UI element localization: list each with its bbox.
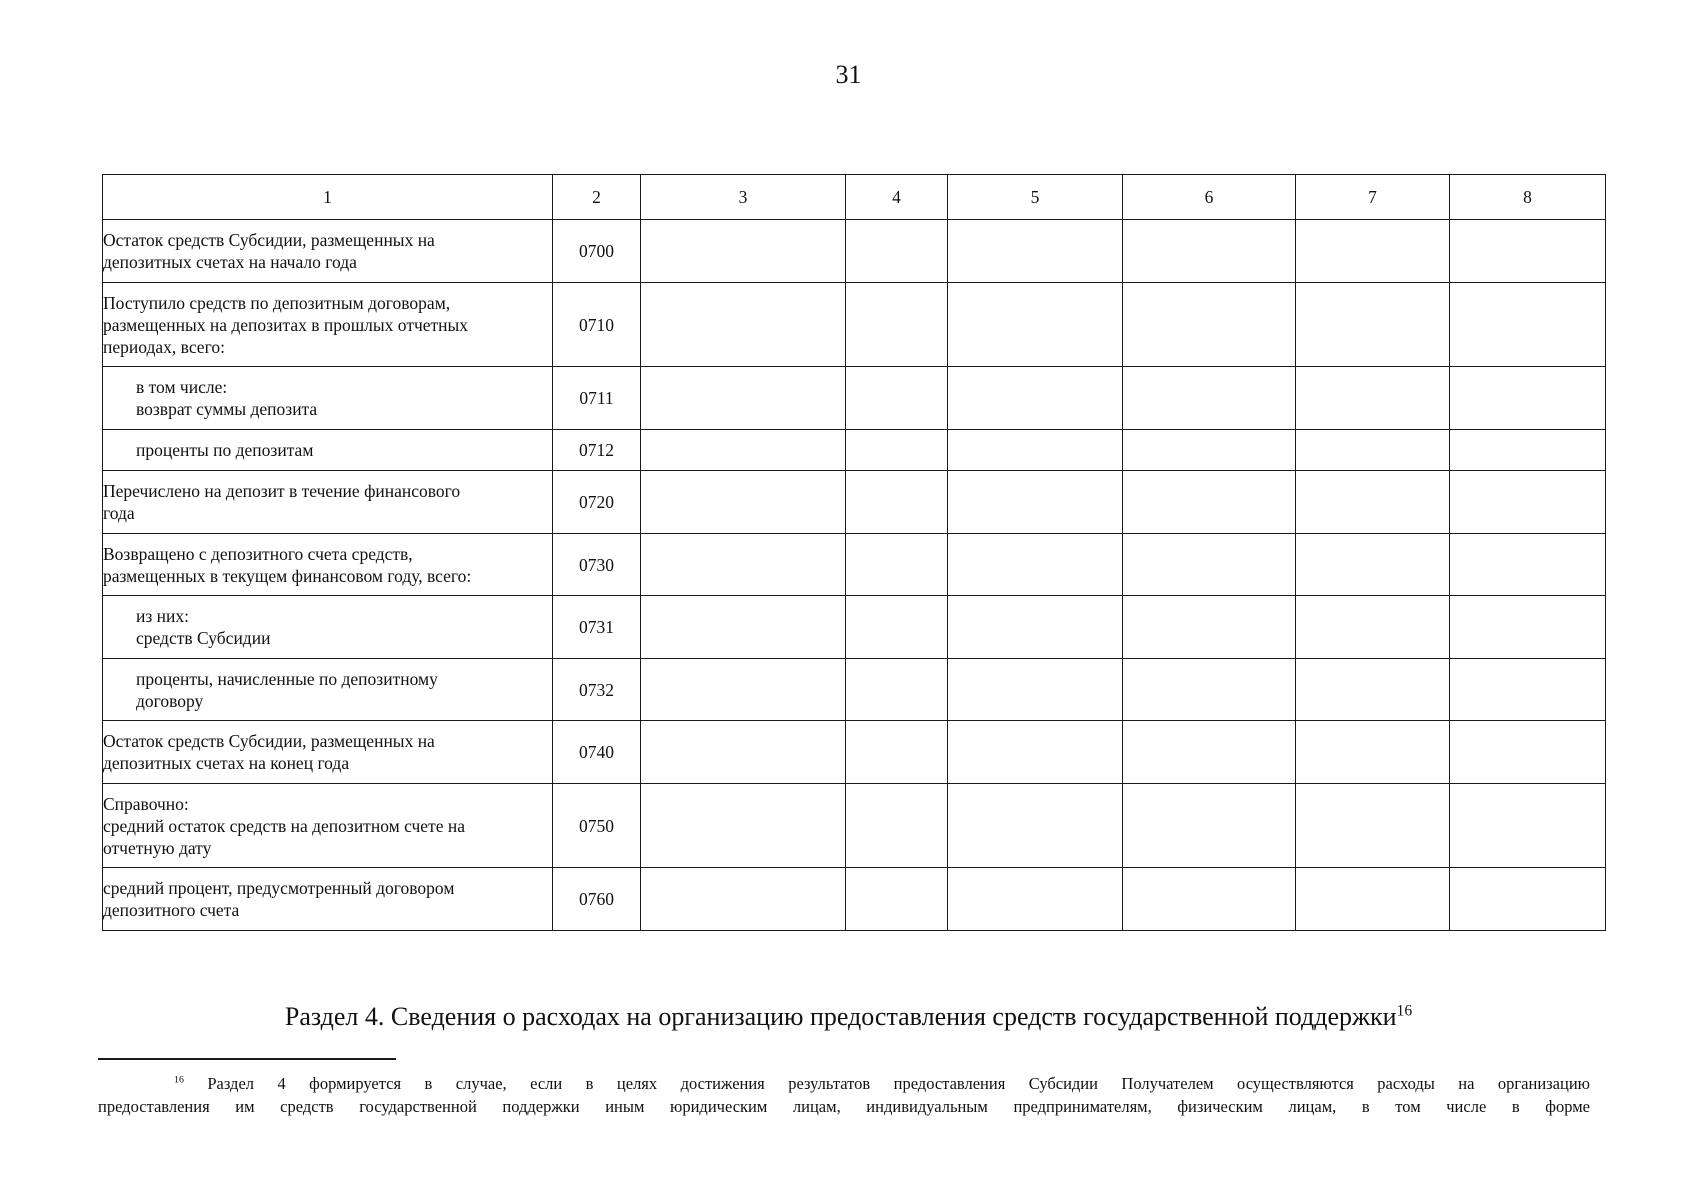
value-cell-col-8 <box>1450 471 1606 534</box>
value-cell-col-6 <box>1123 430 1296 471</box>
row-label-line: Перечислено на депозит в течение финансового <box>103 481 461 501</box>
value-cell-col-8 <box>1450 596 1606 659</box>
value-cell-col-8 <box>1450 659 1606 721</box>
value-cell-col-3 <box>641 868 846 931</box>
row-label-line: размещенных в текущем финансовом году, всего: <box>103 565 472 586</box>
value-cell-col-8 <box>1450 784 1606 868</box>
value-cell-col-7 <box>1296 367 1450 430</box>
column-header-1: 1 <box>103 175 553 220</box>
value-cell-col-4 <box>846 721 948 784</box>
section-footnote-ref: 16 <box>1396 1002 1413 1020</box>
row-code: 0732 <box>553 659 641 721</box>
value-cell-col-6 <box>1123 868 1296 931</box>
value-cell-col-3 <box>641 534 846 596</box>
value-cell-col-7 <box>1296 220 1450 283</box>
row-label <box>103 534 553 596</box>
footnote-line: предоставления им средств государственной поддержки иным юридическим лицам, индивидуальным предпринимателям, физическим лицам, в том числе в форме <box>98 1097 1590 1116</box>
value-cell-col-5 <box>948 430 1123 471</box>
row-label-line: проценты по депозитам <box>136 440 314 460</box>
footnote-line <box>98 1072 1590 1095</box>
table-row <box>103 430 1606 471</box>
row-code: 0730 <box>553 534 641 596</box>
table-row <box>103 784 1606 868</box>
value-cell-col-5 <box>948 721 1123 784</box>
value-cell-col-3 <box>641 784 846 868</box>
table-row <box>103 659 1606 721</box>
row-label-line: договору <box>136 690 204 711</box>
value-cell-col-4 <box>846 784 948 868</box>
value-cell-col-6 <box>1123 596 1296 659</box>
row-label-line: средний остаток средств на депозитном счете на <box>103 815 465 836</box>
table-header-row <box>103 175 1606 220</box>
value-cell-col-3 <box>641 220 846 283</box>
value-cell-col-8 <box>1450 868 1606 931</box>
footnote <box>98 1072 1590 1118</box>
value-cell-col-7 <box>1296 534 1450 596</box>
row-code: 0700 <box>553 220 641 283</box>
value-cell-col-6 <box>1123 784 1296 868</box>
row-label-line: отчетную дату <box>103 837 212 858</box>
value-cell-col-3 <box>641 721 846 784</box>
value-cell-col-7 <box>1296 596 1450 659</box>
row-label <box>103 283 553 367</box>
value-cell-col-4 <box>846 367 948 430</box>
table-row <box>103 220 1606 283</box>
row-label-line: депозитного счета <box>103 900 240 920</box>
table-row <box>103 868 1606 931</box>
value-cell-col-5 <box>948 534 1123 596</box>
table-row <box>103 471 1606 534</box>
row-label-line: Справочно: <box>103 793 189 814</box>
row-label <box>103 659 553 721</box>
row-label-line: средний процент, предусмотренный договором <box>103 878 455 898</box>
section-title <box>0 1002 1697 1032</box>
value-cell-col-8 <box>1450 220 1606 283</box>
value-cell-col-6 <box>1123 534 1296 596</box>
row-label <box>103 430 553 471</box>
value-cell-col-4 <box>846 471 948 534</box>
row-label-line: Возвращено с депозитного счета средств, <box>103 543 413 564</box>
column-header-6: 6 <box>1123 175 1296 220</box>
value-cell-col-7 <box>1296 721 1450 784</box>
row-label-line: из них: <box>136 606 189 626</box>
value-cell-col-7 <box>1296 784 1450 868</box>
row-label <box>103 220 553 283</box>
row-code: 0760 <box>553 868 641 931</box>
row-label <box>103 596 553 659</box>
table-row <box>103 596 1606 659</box>
row-code: 0720 <box>553 471 641 534</box>
row-label-line: проценты, начисленные по депозитному <box>136 668 438 689</box>
table-row <box>103 367 1606 430</box>
footnote-marker: 16 <box>174 1074 184 1086</box>
row-label-line: депозитных счетах на конец года <box>103 753 350 773</box>
value-cell-col-6 <box>1123 283 1296 367</box>
value-cell-col-8 <box>1450 367 1606 430</box>
row-code: 0712 <box>553 430 641 471</box>
row-label-line: периодах, всего: <box>103 336 225 357</box>
page-number: 31 <box>835 60 862 89</box>
row-label-line: размещенных на депозитах в прошлых отчетных <box>103 314 469 335</box>
row-code: 0740 <box>553 721 641 784</box>
footnote-separator <box>98 1058 396 1060</box>
value-cell-col-8 <box>1450 283 1606 367</box>
value-cell-col-6 <box>1123 220 1296 283</box>
value-cell-col-4 <box>846 430 948 471</box>
row-label-line: возврат суммы депозита <box>136 399 318 419</box>
value-cell-col-4 <box>846 534 948 596</box>
value-cell-col-8 <box>1450 430 1606 471</box>
row-label-line: Остаток средств Субсидии, размещенных на <box>103 230 435 250</box>
row-label-line: года <box>103 503 135 523</box>
value-cell-col-3 <box>641 367 846 430</box>
column-header-5: 5 <box>948 175 1123 220</box>
value-cell-col-6 <box>1123 367 1296 430</box>
row-code: 0711 <box>553 367 641 430</box>
row-label-line: средств Субсидии <box>136 628 271 648</box>
table-row <box>103 534 1606 596</box>
row-label <box>103 721 553 784</box>
value-cell-col-3 <box>641 430 846 471</box>
value-cell-col-3 <box>641 596 846 659</box>
column-header-4: 4 <box>846 175 948 220</box>
value-cell-col-7 <box>1296 868 1450 931</box>
value-cell-col-7 <box>1296 283 1450 367</box>
value-cell-col-5 <box>948 784 1123 868</box>
row-label-line: Остаток средств Субсидии, размещенных на <box>103 731 435 751</box>
value-cell-col-4 <box>846 659 948 721</box>
value-cell-col-4 <box>846 220 948 283</box>
value-cell-col-7 <box>1296 471 1450 534</box>
row-label-line: депозитных счетах на начало года <box>103 252 357 272</box>
value-cell-col-4 <box>846 868 948 931</box>
value-cell-col-5 <box>948 659 1123 721</box>
value-cell-col-5 <box>948 868 1123 931</box>
row-label <box>103 784 553 868</box>
column-header-2: 2 <box>553 175 641 220</box>
value-cell-col-5 <box>948 220 1123 283</box>
deposit-report-table <box>102 174 1606 931</box>
value-cell-col-7 <box>1296 659 1450 721</box>
column-header-3: 3 <box>641 175 846 220</box>
column-header-8: 8 <box>1450 175 1606 220</box>
row-code: 0731 <box>553 596 641 659</box>
row-label <box>103 471 553 534</box>
section-title-text: Раздел 4. Сведения о расходах на организацию предоставления средств государственной поддержки <box>284 1002 1397 1031</box>
value-cell-col-7 <box>1296 430 1450 471</box>
value-cell-col-5 <box>948 596 1123 659</box>
value-cell-col-6 <box>1123 721 1296 784</box>
value-cell-col-4 <box>846 283 948 367</box>
row-label-line: в том числе: <box>136 377 228 397</box>
value-cell-col-8 <box>1450 721 1606 784</box>
value-cell-col-3 <box>641 659 846 721</box>
footnote-text: Раздел 4 формируется в случае, если в целях достижения результатов предоставления Субсидии Получателем осуществляются расходы на организацию <box>207 1074 1590 1093</box>
row-code: 0710 <box>553 283 641 367</box>
table-row <box>103 721 1606 784</box>
table-body <box>103 220 1606 931</box>
value-cell-col-5 <box>948 367 1123 430</box>
value-cell-col-3 <box>641 283 846 367</box>
value-cell-col-6 <box>1123 659 1296 721</box>
row-label-line: Поступило средств по депозитным договорам, <box>103 292 451 313</box>
value-cell-col-6 <box>1123 471 1296 534</box>
row-label <box>103 868 553 931</box>
value-cell-col-4 <box>846 596 948 659</box>
value-cell-col-8 <box>1450 534 1606 596</box>
value-cell-col-5 <box>948 283 1123 367</box>
table-row <box>103 283 1606 367</box>
value-cell-col-3 <box>641 471 846 534</box>
row-label <box>103 367 553 430</box>
row-code: 0750 <box>553 784 641 868</box>
value-cell-col-5 <box>948 471 1123 534</box>
column-header-7: 7 <box>1296 175 1450 220</box>
